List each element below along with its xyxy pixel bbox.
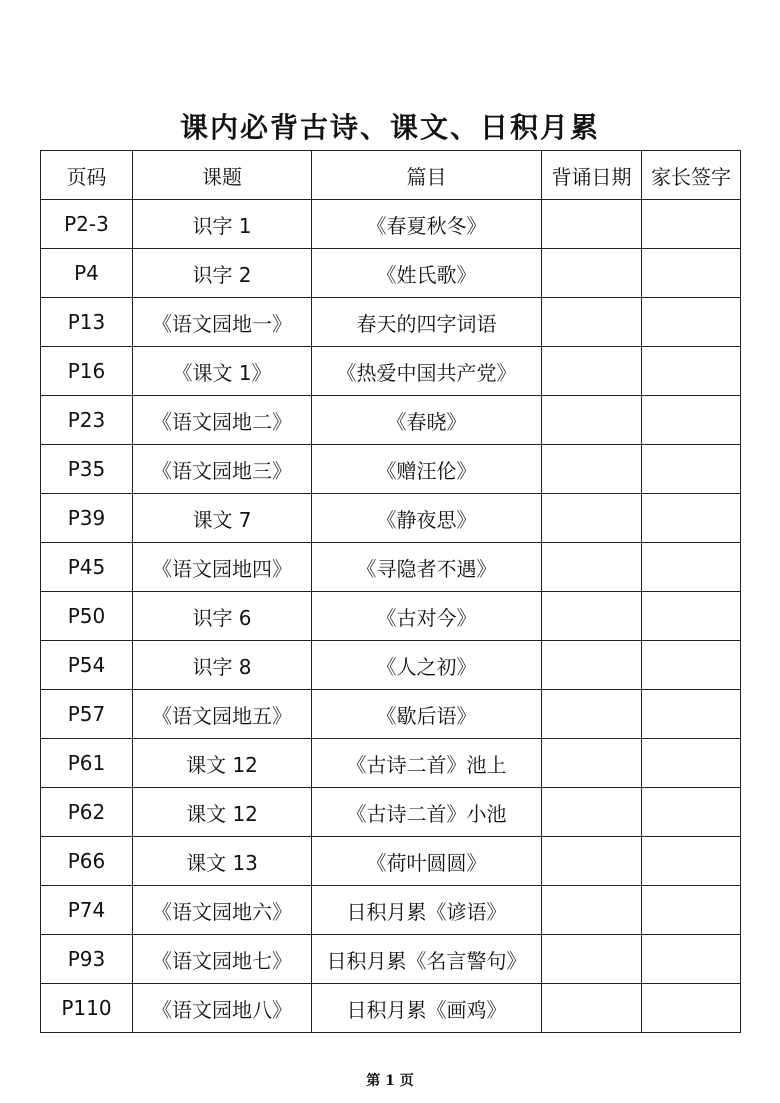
table-row — [41, 690, 741, 739]
cell-parent-signature[interactable] — [642, 396, 741, 445]
cell-page: P62 — [41, 788, 133, 837]
cell-text: 《古对今》 — [312, 592, 542, 641]
cell-text: 《热爱中国共产党》 — [312, 347, 542, 396]
cell-page: P66 — [41, 837, 133, 886]
cell-text: 日积月累《谚语》 — [312, 886, 542, 935]
cell-lesson: 《语文园地四》 — [133, 543, 312, 592]
cell-parent-signature[interactable] — [642, 886, 741, 935]
cell-lesson: 识字 1 — [133, 200, 312, 249]
cell-parent-signature[interactable] — [642, 445, 741, 494]
cell-text: 《古诗二首》池上 — [312, 739, 542, 788]
table-row — [41, 935, 741, 984]
table-body — [41, 200, 741, 1033]
table-row — [41, 298, 741, 347]
table-header-row — [41, 151, 741, 200]
cell-recite-date[interactable] — [542, 984, 642, 1033]
cell-recite-date[interactable] — [542, 543, 642, 592]
cell-lesson: 课文 12 — [133, 788, 312, 837]
header-sign: 家长签字 — [642, 151, 741, 200]
cell-page: P39 — [41, 494, 133, 543]
cell-lesson: 《语文园地八》 — [133, 984, 312, 1033]
cell-recite-date[interactable] — [542, 886, 642, 935]
cell-lesson: 课文 12 — [133, 739, 312, 788]
table-row — [41, 347, 741, 396]
cell-parent-signature[interactable] — [642, 543, 741, 592]
cell-page: P54 — [41, 641, 133, 690]
cell-recite-date[interactable] — [542, 935, 642, 984]
cell-recite-date[interactable] — [542, 641, 642, 690]
header-lesson: 课题 — [133, 151, 312, 200]
cell-page: P57 — [41, 690, 133, 739]
cell-text: 《静夜思》 — [312, 494, 542, 543]
page-number: 第 1 页 — [366, 1073, 414, 1089]
cell-parent-signature[interactable] — [642, 200, 741, 249]
cell-text: 《歇后语》 — [312, 690, 542, 739]
cell-page: P16 — [41, 347, 133, 396]
cell-lesson: 《语文园地五》 — [133, 690, 312, 739]
cell-recite-date[interactable] — [542, 396, 642, 445]
cell-recite-date[interactable] — [542, 739, 642, 788]
cell-text: 《古诗二首》小池 — [312, 788, 542, 837]
table-row — [41, 592, 741, 641]
header-text: 篇目 — [312, 151, 542, 200]
cell-page: P45 — [41, 543, 133, 592]
cell-recite-date[interactable] — [542, 788, 642, 837]
cell-parent-signature[interactable] — [642, 837, 741, 886]
cell-recite-date[interactable] — [542, 249, 642, 298]
table-row — [41, 494, 741, 543]
cell-page: P4 — [41, 249, 133, 298]
table-row — [41, 788, 741, 837]
table-row — [41, 200, 741, 249]
cell-recite-date[interactable] — [542, 200, 642, 249]
header-date: 背诵日期 — [542, 151, 642, 200]
cell-parent-signature[interactable] — [642, 788, 741, 837]
page-title: 课内必背古诗、课文、日积月累 — [179, 111, 600, 144]
cell-lesson: 《语文园地三》 — [133, 445, 312, 494]
header-page: 页码 — [41, 151, 133, 200]
cell-recite-date[interactable] — [542, 445, 642, 494]
cell-recite-date[interactable] — [542, 494, 642, 543]
cell-text: 《春晓》 — [312, 396, 542, 445]
cell-page: P61 — [41, 739, 133, 788]
cell-page: P35 — [41, 445, 133, 494]
table-row — [41, 984, 741, 1033]
table-row — [41, 445, 741, 494]
cell-parent-signature[interactable] — [642, 641, 741, 690]
cell-page: P74 — [41, 886, 133, 935]
cell-parent-signature[interactable] — [642, 592, 741, 641]
cell-text: 《人之初》 — [312, 641, 542, 690]
cell-text: 春天的四字词语 — [312, 298, 542, 347]
cell-text: 《寻隐者不遇》 — [312, 543, 542, 592]
table-row — [41, 641, 741, 690]
cell-parent-signature[interactable] — [642, 935, 741, 984]
cell-text: 日积月累《画鸡》 — [312, 984, 542, 1033]
table-row — [41, 739, 741, 788]
cell-parent-signature[interactable] — [642, 249, 741, 298]
table-row — [41, 396, 741, 445]
cell-page: P2-3 — [41, 200, 133, 249]
cell-lesson: 《语文园地二》 — [133, 396, 312, 445]
table-row — [41, 837, 741, 886]
cell-parent-signature[interactable] — [642, 690, 741, 739]
cell-lesson: 识字 2 — [133, 249, 312, 298]
table-row — [41, 886, 741, 935]
cell-recite-date[interactable] — [542, 347, 642, 396]
cell-lesson: 《语文园地七》 — [133, 935, 312, 984]
cell-parent-signature[interactable] — [642, 494, 741, 543]
cell-parent-signature[interactable] — [642, 347, 741, 396]
cell-lesson: 课文 7 — [133, 494, 312, 543]
table-row — [41, 249, 741, 298]
cell-text: 日积月累《名言警句》 — [312, 935, 542, 984]
cell-text: 《赠汪伦》 — [312, 445, 542, 494]
cell-lesson: 识字 6 — [133, 592, 312, 641]
cell-parent-signature[interactable] — [642, 739, 741, 788]
cell-recite-date[interactable] — [542, 690, 642, 739]
cell-page: P50 — [41, 592, 133, 641]
cell-lesson: 《语文园地一》 — [133, 298, 312, 347]
table-row — [41, 543, 741, 592]
recite-table — [40, 150, 741, 1033]
cell-text: 《荷叶圆圆》 — [312, 837, 542, 886]
cell-parent-signature[interactable] — [642, 984, 741, 1033]
cell-lesson: 识字 8 — [133, 641, 312, 690]
cell-recite-date[interactable] — [542, 837, 642, 886]
cell-lesson: 《语文园地六》 — [133, 886, 312, 935]
cell-text: 《春夏秋冬》 — [312, 200, 542, 249]
cell-lesson: 课文 13 — [133, 837, 312, 886]
cell-recite-date[interactable] — [542, 592, 642, 641]
cell-lesson: 《课文 1》 — [133, 347, 312, 396]
cell-page: P23 — [41, 396, 133, 445]
cell-parent-signature[interactable] — [642, 298, 741, 347]
cell-page: P110 — [41, 984, 133, 1033]
cell-recite-date[interactable] — [542, 298, 642, 347]
cell-page: P93 — [41, 935, 133, 984]
cell-page: P13 — [41, 298, 133, 347]
cell-text: 《姓氏歌》 — [312, 249, 542, 298]
